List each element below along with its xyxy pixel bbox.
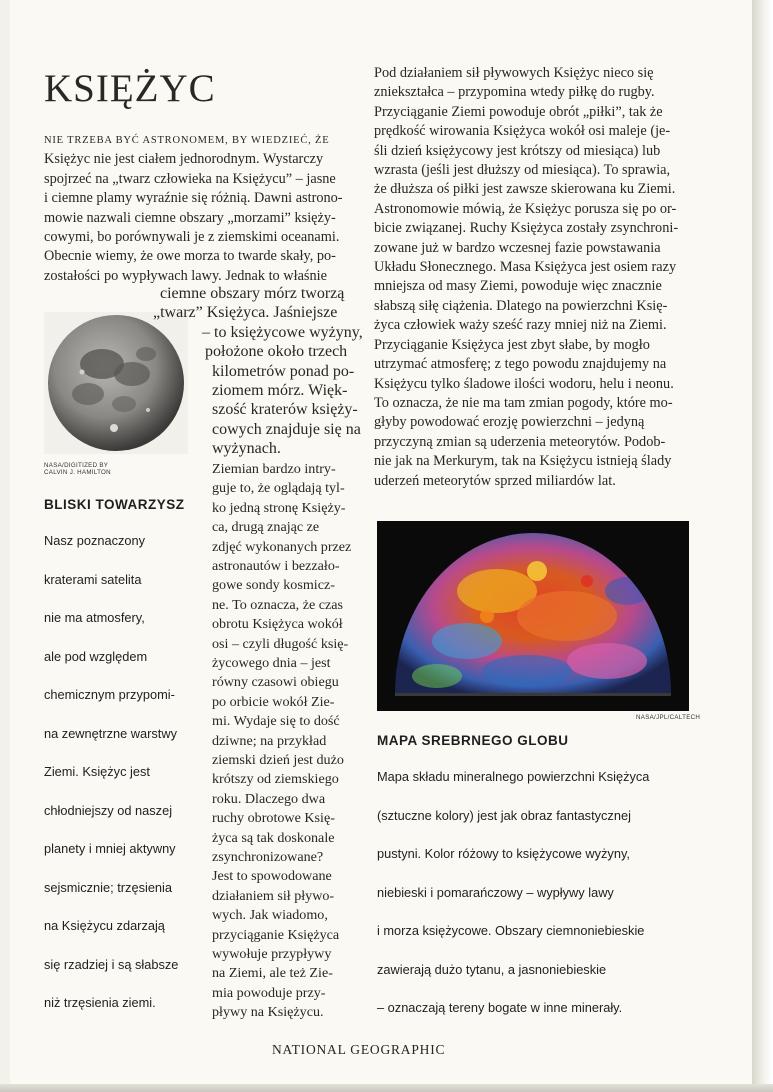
narrow-col-line: wych. Jak wiadomo, xyxy=(212,907,328,924)
side-caption-line: planety i mniej aktywny xyxy=(44,841,176,856)
page-bottom-edge xyxy=(0,1084,773,1092)
col2-line: Pod działaniem sił pływowych Księżyc nieco się xyxy=(374,65,654,81)
narrow-col-line: ne. To oznacza, że czas xyxy=(212,596,343,613)
side-caption-line: niż trzęsienia ziemi. xyxy=(44,995,156,1010)
wrap-line: położone około trzech xyxy=(205,343,348,361)
map-caption-line: pustyni. Kolor różowy to księżycowe wyżyny, xyxy=(377,846,630,861)
side-caption-line: chłodniejszy od naszej xyxy=(44,802,173,818)
narrow-col-line: mia powoduje przy- xyxy=(212,984,326,1001)
wrap-line: cowych znajduje się na xyxy=(212,420,361,438)
col1-line: Księżyc nie jest ciałem jednorodnym. Wystarczy xyxy=(44,151,324,168)
narrow-col-line: wywołuje przypływy xyxy=(212,946,332,962)
side-caption-line: ale pod względem xyxy=(44,648,148,664)
article-column-1-top xyxy=(44,130,359,286)
narrow-col-line: dziwne; na przykład xyxy=(212,732,327,749)
col2-line: słabszą siłę ciążenia. Dlatego na powierzchni Księ- xyxy=(374,297,668,314)
side-caption-line: sejsmicznie; trzęsienia xyxy=(44,879,173,895)
col1-line: cowymi, bo porównywali je z ziemskimi oceanami. xyxy=(44,229,340,246)
col1-line: spojrzeć na „twarz człowieka na Księżycu” – jasne xyxy=(44,170,336,187)
side-caption-line: nie ma atmosfery, xyxy=(44,610,145,625)
narrow-col-line: Jest to spowodowane xyxy=(212,868,332,885)
map-caption-title: MAPA SREBRNEGO GLOBU xyxy=(377,733,569,748)
narrow-col-line: ruchy obrotowe Księ- xyxy=(212,810,335,827)
side-caption-line: Nasz poznaczony xyxy=(44,533,146,548)
moon-photo xyxy=(44,312,188,454)
narrow-col-line: zdjęć wykonanych przez xyxy=(212,538,352,555)
col2-line: nie jak na Merkurym, tak na Księżycu istnieją ślady xyxy=(374,453,672,470)
narrow-col-line: przyciąganie Księżyca xyxy=(212,926,340,943)
side-caption-line: na zewnętrzne warstwy xyxy=(44,725,177,741)
narrow-col-line: osi – czyli długość księ- xyxy=(212,635,349,652)
narrow-col-line: ca, drugą znając ze xyxy=(212,519,320,536)
narrow-col-line: zsynchronizowane? xyxy=(212,849,324,865)
col2-line: życa człowiek waży sześć razy mniej niż na Ziemi. xyxy=(374,317,667,334)
moon-photo-credit xyxy=(44,462,111,476)
wrap-line: ziomem mórz. Więk- xyxy=(212,382,348,399)
narrow-col-line: na Ziemi, ale też Zie- xyxy=(212,965,333,982)
wrap-line: kilometrów ponad po- xyxy=(212,362,355,380)
narrow-col-line: równy czasowi obiegu xyxy=(212,674,339,691)
col2-line: Astronomowie mówią, że Księżyc porusza się po or- xyxy=(374,200,677,217)
moon-credit-line-1: NASA/DIGITIZED BY xyxy=(44,462,109,469)
map-caption-line: i morza księżycowe. Obszary ciemnoniebieskie xyxy=(377,923,645,938)
article-column-2 xyxy=(374,64,690,491)
col2-line: Układu Słonecznego. Masa Księżyca jest osiem razy xyxy=(374,259,677,276)
publication-footer: NATIONAL GEOGRAPHIC xyxy=(272,1042,446,1057)
col2-line: śli dzień księżycowy jest krótszy od miesiąca) lub xyxy=(374,142,661,159)
narrow-col-line: ziemski dzień jest dużo xyxy=(212,752,344,768)
narrow-col-line: mi. Wydaje się to dość xyxy=(212,713,340,730)
narrow-col-line: życowego dnia – jest xyxy=(212,655,331,671)
wrap-line: wyżynach. xyxy=(212,440,281,458)
col2-line: utrzymać atmosferę; z tego powodu znajdujemy na xyxy=(374,356,667,373)
narrow-col-line: roku. Dlaczego dwa xyxy=(212,790,326,807)
col2-line: Przyciąganie Księżyca jest zbyt słabe, by mogło xyxy=(374,336,650,353)
wrap-line: – to księżycowe wyżyny, xyxy=(202,323,363,341)
lead-caps: NIE TRZEBA BYĆ ASTRONOMEM, BY WIEDZIEĆ, ŻE xyxy=(44,135,330,146)
col2-line: mniejsza od masy Ziemi, powoduje więc znacznie xyxy=(374,278,662,295)
wrap-line: „twarz” Księżyca. Jaśniejsze xyxy=(153,304,338,322)
col2-line: uderzeń meteorytów sprzed miliardów lat. xyxy=(374,472,616,489)
narrow-col-line: gowe sondy kosmicz- xyxy=(212,577,335,594)
side-caption-line: na Księżycu zdarzają xyxy=(44,918,165,933)
map-caption-text xyxy=(377,770,697,1040)
map-caption-line: niebieski i pomarańczowy – wypływy lawy xyxy=(377,884,614,900)
article-title: KSIĘŻYC xyxy=(44,67,216,110)
side-caption-text xyxy=(44,534,194,1035)
map-caption-line: – oznaczają tereny bogate w inne minerały. xyxy=(377,1000,623,1015)
side-caption-line: Ziemi. Księżyc jest xyxy=(44,764,150,779)
col2-line: To oznacza, że nie ma tam zmian pogody, które mo- xyxy=(374,394,673,411)
map-caption-line: zawierają dużo tytanu, a jasnoniebieskie xyxy=(377,961,607,977)
narrow-col-line: po orbicie wokół Zie- xyxy=(212,693,335,710)
moon-credit-line-2: CALVIN J. HAMILTON xyxy=(44,469,111,476)
narrow-col-line: astronautów i bezzało- xyxy=(212,558,340,574)
map-photo-credit: NASA/JPL/CALTECH xyxy=(636,714,701,721)
narrow-col-line: guje to, że oglądają tyl- xyxy=(212,480,345,497)
side-caption-line: kraterami satelita xyxy=(44,571,142,587)
map-caption-line: Mapa składu mineralnego powierzchni Księżyca xyxy=(377,769,650,784)
mineral-map-photo xyxy=(377,521,689,711)
col2-line: zowane już w bardzo wczesnej fazie powstawania xyxy=(374,239,661,256)
col2-line: prędkość wirowania Księżyca wokół osi maleje (je- xyxy=(374,123,671,140)
col2-line: wzrasta (jeśli jest dłuższy od miesiąca). To sprawia, xyxy=(374,162,671,179)
narrow-col-line: Ziemian bardzo intry- xyxy=(212,461,336,477)
side-caption-line: się rzadziej i są słabsze xyxy=(44,956,179,972)
mineral-map-image xyxy=(377,521,689,711)
col2-line: Przyciąganie Ziemi powoduje obrót „piłki”, tak że xyxy=(374,103,663,120)
col2-line: bicie związanej. Ruchy Księżyca zostały zsynchroni- xyxy=(374,220,679,237)
narrow-col-line: krótszy od ziemskiego xyxy=(212,771,339,788)
col1-line: zostałości po wypływach lawy. Jednak to właśnie xyxy=(44,267,327,284)
col2-line: przyczyną zmian są uderzenia meteorytów. Podob- xyxy=(374,433,666,450)
narrow-col-line: pływy na Księżycu. xyxy=(212,1004,324,1021)
col1-top-lines xyxy=(44,150,359,286)
col1-line: Obecnie wiemy, że owe morza to twarde skały, po- xyxy=(44,248,336,265)
col2-line: że dłuższa oś piłki jest zawsze skierowana ku Ziemi. xyxy=(374,181,676,198)
lead-line xyxy=(44,130,359,150)
narrow-col-line: działaniem sił pływo- xyxy=(212,887,335,904)
map-caption-line: (sztuczne kolory) jest jak obraz fantastycznej xyxy=(377,807,631,823)
narrow-col-line: obrotu Księżyca wokół xyxy=(212,616,343,633)
side-caption-title: BLISKI TOWARZYSZ xyxy=(44,497,185,512)
wrap-line: szość kraterów księży- xyxy=(212,401,358,419)
col2-line: zniekształca – przypomina wtedy piłkę do rugby. xyxy=(374,84,655,101)
col2-line: głyby powodować erozję powierzchni – jedyną xyxy=(374,414,645,431)
col1-line: mowie nazwali ciemne obszary „morzami” księży- xyxy=(44,209,336,226)
wrap-line: ciemne obszary mórz tworzą xyxy=(160,285,345,302)
side-caption-line: chemicznym przypomi- xyxy=(44,687,175,702)
col1-line: i ciemne plamy wyraźnie się różnią. Dawni astrono- xyxy=(44,190,343,207)
narrow-col-line: życa są tak doskonale xyxy=(212,829,335,846)
page-binding xyxy=(752,0,773,1092)
narrow-col-line: ko jedną stronę Księży- xyxy=(212,499,346,516)
col2-line: Księżycu tylko śladowe ilości wodoru, helu i neonu. xyxy=(374,375,674,392)
